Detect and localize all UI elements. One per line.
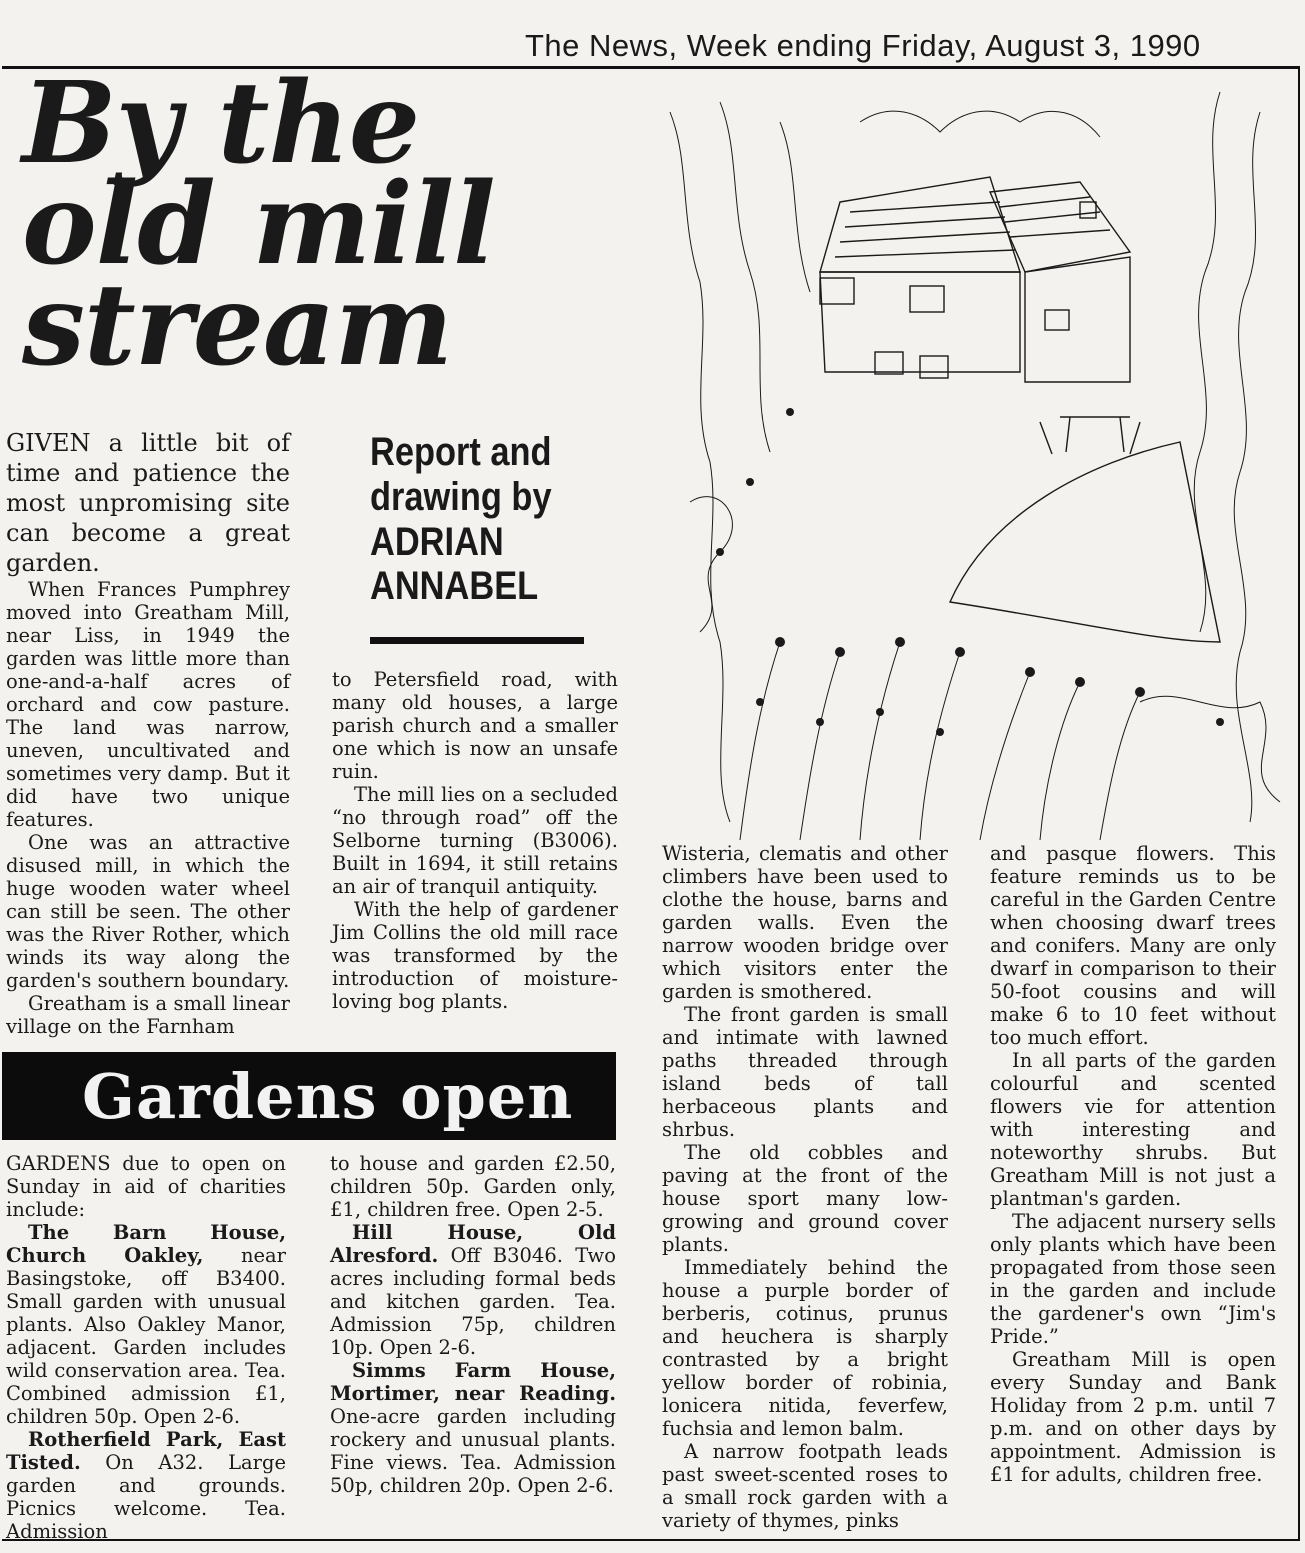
gardens-intro: GARDENS due to open on Sunday in aid of charities include:: [6, 1152, 286, 1221]
garden-entry: [6, 1428, 286, 1543]
byline-rule: [370, 637, 584, 644]
article-paragraph: The front garden is small and intimate with lawned paths threaded through island beds of tall herbaceous plants and shrbus.: [662, 1003, 948, 1141]
gardens-open-banner: [2, 1052, 616, 1140]
article-paragraph: A narrow footpath leads past sweet-scented roses to a small rock garden with a variety of thymes, pinks: [662, 1440, 948, 1532]
article-paragraph: The adjacent nursery sells only plants which have been propagated from those seen in the garden and include the gardener's own “Jim's Pride.”: [990, 1210, 1276, 1348]
dateline: The News, Week ending Friday, August 3, 1990: [525, 28, 1201, 63]
article-column-2: [332, 668, 618, 1013]
garden-entry-name: Simms Farm House, Mortimer, near Reading.: [330, 1359, 616, 1405]
headline-line: stream: [22, 259, 453, 391]
article-intro: GIVEN a little bit of time and patience the most unpromising site can become a great garden.: [6, 429, 290, 577]
headline: [22, 58, 662, 391]
garden-entry-continued: to house and garden £2.50, children 50p. Garden only, £1, children free. Open 2-5.: [330, 1152, 616, 1221]
byline-line: ADRIAN: [370, 519, 504, 564]
headline-line: old mill: [22, 158, 495, 290]
garden-entry-text: One-acre garden including rockery and unusual plants. Fine views. Tea. Admission 50p, children 20p. Open 2-6.: [330, 1405, 616, 1497]
gardens-open-heading: Gardens open: [82, 1060, 574, 1133]
article-column-3: [662, 842, 948, 1532]
garden-entry-text: Off B3046. Two acres including formal beds and kitchen garden. Tea. Admission 75p, children 10p. Open 2-6.: [330, 1244, 616, 1359]
article-paragraph: and pasque flowers. This feature reminds us to be careful in the Garden Centre when choosing dwarf trees and conifers. Many are only dwarf in comparison to their 50-foot cousins and will make 6 to 10 feet without too much effort.: [990, 842, 1276, 1049]
garden-entry-text: On A32. Large garden and grounds. Picnics welcome. Tea. Admission: [6, 1451, 286, 1543]
garden-entry: [6, 1221, 286, 1428]
headline-line: By the: [22, 58, 420, 189]
byline: [370, 430, 559, 609]
byline-line: drawing by: [370, 474, 552, 519]
article-paragraph: Immediately behind the house a purple border of berberis, cotinus, prunus and heuchera is sharply contrasted by a bright yellow border of robinia, lonicera nitida, feverfew, fuchsia and lemon balm.: [662, 1256, 948, 1440]
article-paragraph: Wisteria, clematis and other climbers have been used to clothe the house, barns and garden walls. Even the narrow wooden bridge over which visitors enter the garden is smothered.: [662, 842, 948, 1003]
article-paragraph: One was an attractive disused mill, in which the huge wooden water wheel can still be seen. The other was the River Rother, which winds its way along the garden's southern boundary.: [6, 831, 290, 992]
article-paragraph: With the help of gardener Jim Collins the old mill race was transformed by the introduction of moisture-loving bog plants.: [332, 898, 618, 1013]
byline-line: ANNABEL: [370, 564, 539, 609]
article-paragraph: In all parts of the garden colourful and scented flowers vie for attention with interesting and noteworthy shrubs. But Greatham Mill is not just a plantman's garden.: [990, 1049, 1276, 1210]
article-paragraph: to Petersfield road, with many old houses, a large parish church and a smaller one which is now an unsafe ruin.: [332, 668, 618, 783]
article-paragraph: Greatham is a small linear village on the Farnham: [6, 992, 290, 1038]
byline-line: Report and: [370, 430, 552, 474]
article-column-1: [6, 428, 290, 1038]
garden-entry-text: near Basingstoke, off B3400. Small garden with unusual plants. Also Oakley Manor, adjacent. Garden includes wild conservation area. Tea. Combined admission £1, children 50p. Open 2-6.: [6, 1244, 286, 1428]
article-paragraph: When Frances Pumphrey moved into Greatham Mill, near Liss, in 1949 the garden was little more than one-and-a-half acres of orchard and cow pasture. The land was narrow, uneven, uncultivated and sometimes very damp. But it did have two unique features.: [6, 578, 290, 831]
garden-entry: [330, 1359, 616, 1497]
article-paragraph: Greatham Mill is open every Sunday and Bank Holiday from 2 p.m. until 7 p.m. and on other days by appointment. Admission is £1 for adults, children free.: [990, 1348, 1276, 1486]
article-paragraph: The mill lies on a secluded “no through road” off the Selborne turning (B3006). Built in 1694, it still retains an air of tranquil antiquity.: [332, 783, 618, 898]
article-paragraph: The old cobbles and paving at the front of the house sport many low-growing and ground cover plants.: [662, 1141, 948, 1256]
garden-entry: [330, 1221, 616, 1359]
garden-entry-name: The Barn House, Church Oakley,: [6, 1221, 286, 1267]
gardens-column-1: [6, 1152, 286, 1543]
gardens-column-2: [330, 1152, 616, 1497]
garden-drawing: [660, 82, 1292, 840]
garden-entry-name: Hill House, Old Alresford.: [330, 1221, 616, 1267]
article-column-4: [990, 842, 1276, 1486]
garden-entry-name: Rotherfield Park, East Tisted.: [6, 1428, 286, 1474]
